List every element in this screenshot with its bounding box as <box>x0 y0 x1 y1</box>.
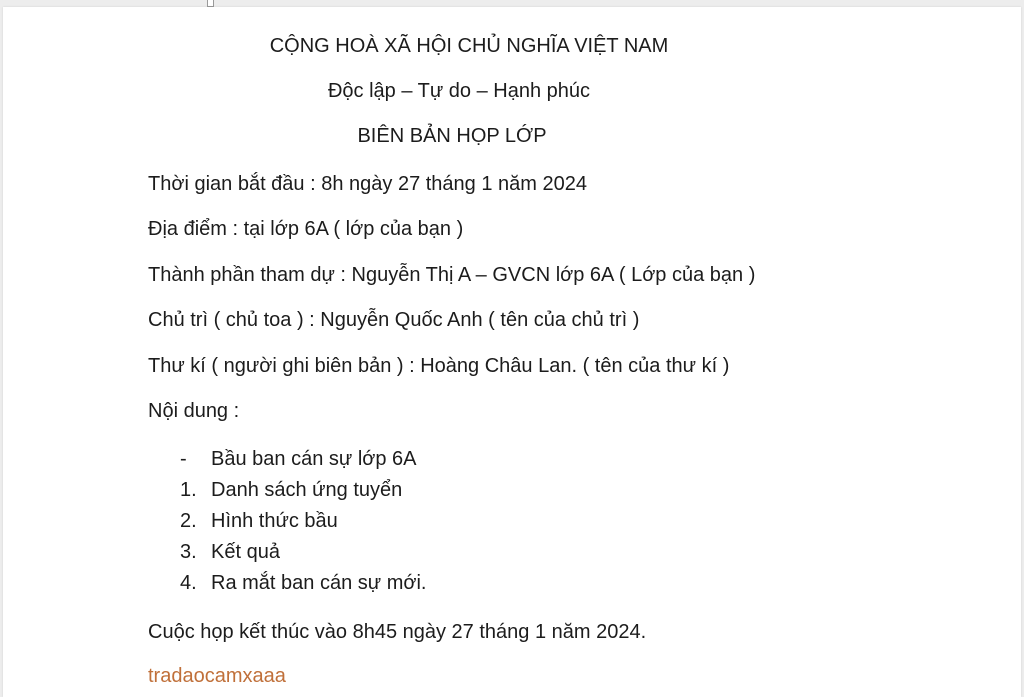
list-item-number: 1. <box>180 479 197 501</box>
attendees-line: Thành phần tham dự : Nguyễn Thị A – GVCN lớp 6A ( Lớp của bạn ) <box>148 264 756 286</box>
start-time-line: Thời gian bắt đầu : 8h ngày 27 tháng 1 năm 2024 <box>148 173 587 195</box>
list-item-number: 2. <box>180 510 197 532</box>
document-title: BIÊN BẢN HỌP LỚP <box>357 125 547 147</box>
bullet-marker: - <box>180 448 187 470</box>
text-cursor-marker <box>207 0 214 7</box>
list-item-number: 4. <box>180 572 197 594</box>
watermark-text: tradaocamxaaa <box>148 665 286 687</box>
closing-line: Cuộc họp kết thúc vào 8h45 ngày 27 tháng 1 năm 2024. <box>148 621 647 643</box>
motto: Độc lập – Tự do – Hạnh phúc <box>327 80 591 102</box>
bullet-text: Bầu ban cán sự lớp 6A <box>211 448 417 470</box>
list-item-text: Ra mắt ban cán sự mới. <box>211 572 427 594</box>
list-item-text: Hình thức bầu <box>211 510 338 532</box>
document-page[interactable] <box>3 7 1021 697</box>
content-label: Nội dung : <box>148 400 240 422</box>
national-title: CỘNG HOÀ XÃ HỘI CHỦ NGHĨA VIỆT NAM <box>269 35 669 57</box>
list-item-text: Danh sách ứng tuyển <box>211 479 403 501</box>
secretary-line: Thư kí ( người ghi biên bản ) : Hoàng Châu Lan. ( tên của thư kí ) <box>148 355 730 377</box>
list-item-number: 3. <box>180 541 197 563</box>
chair-line: Chủ trì ( chủ toa ) : Nguyễn Quốc Anh ( tên của chủ trì ) <box>148 309 640 331</box>
location-line: Địa điểm : tại lớp 6A ( lớp của bạn ) <box>148 218 464 240</box>
list-item-text: Kết quả <box>211 541 280 563</box>
